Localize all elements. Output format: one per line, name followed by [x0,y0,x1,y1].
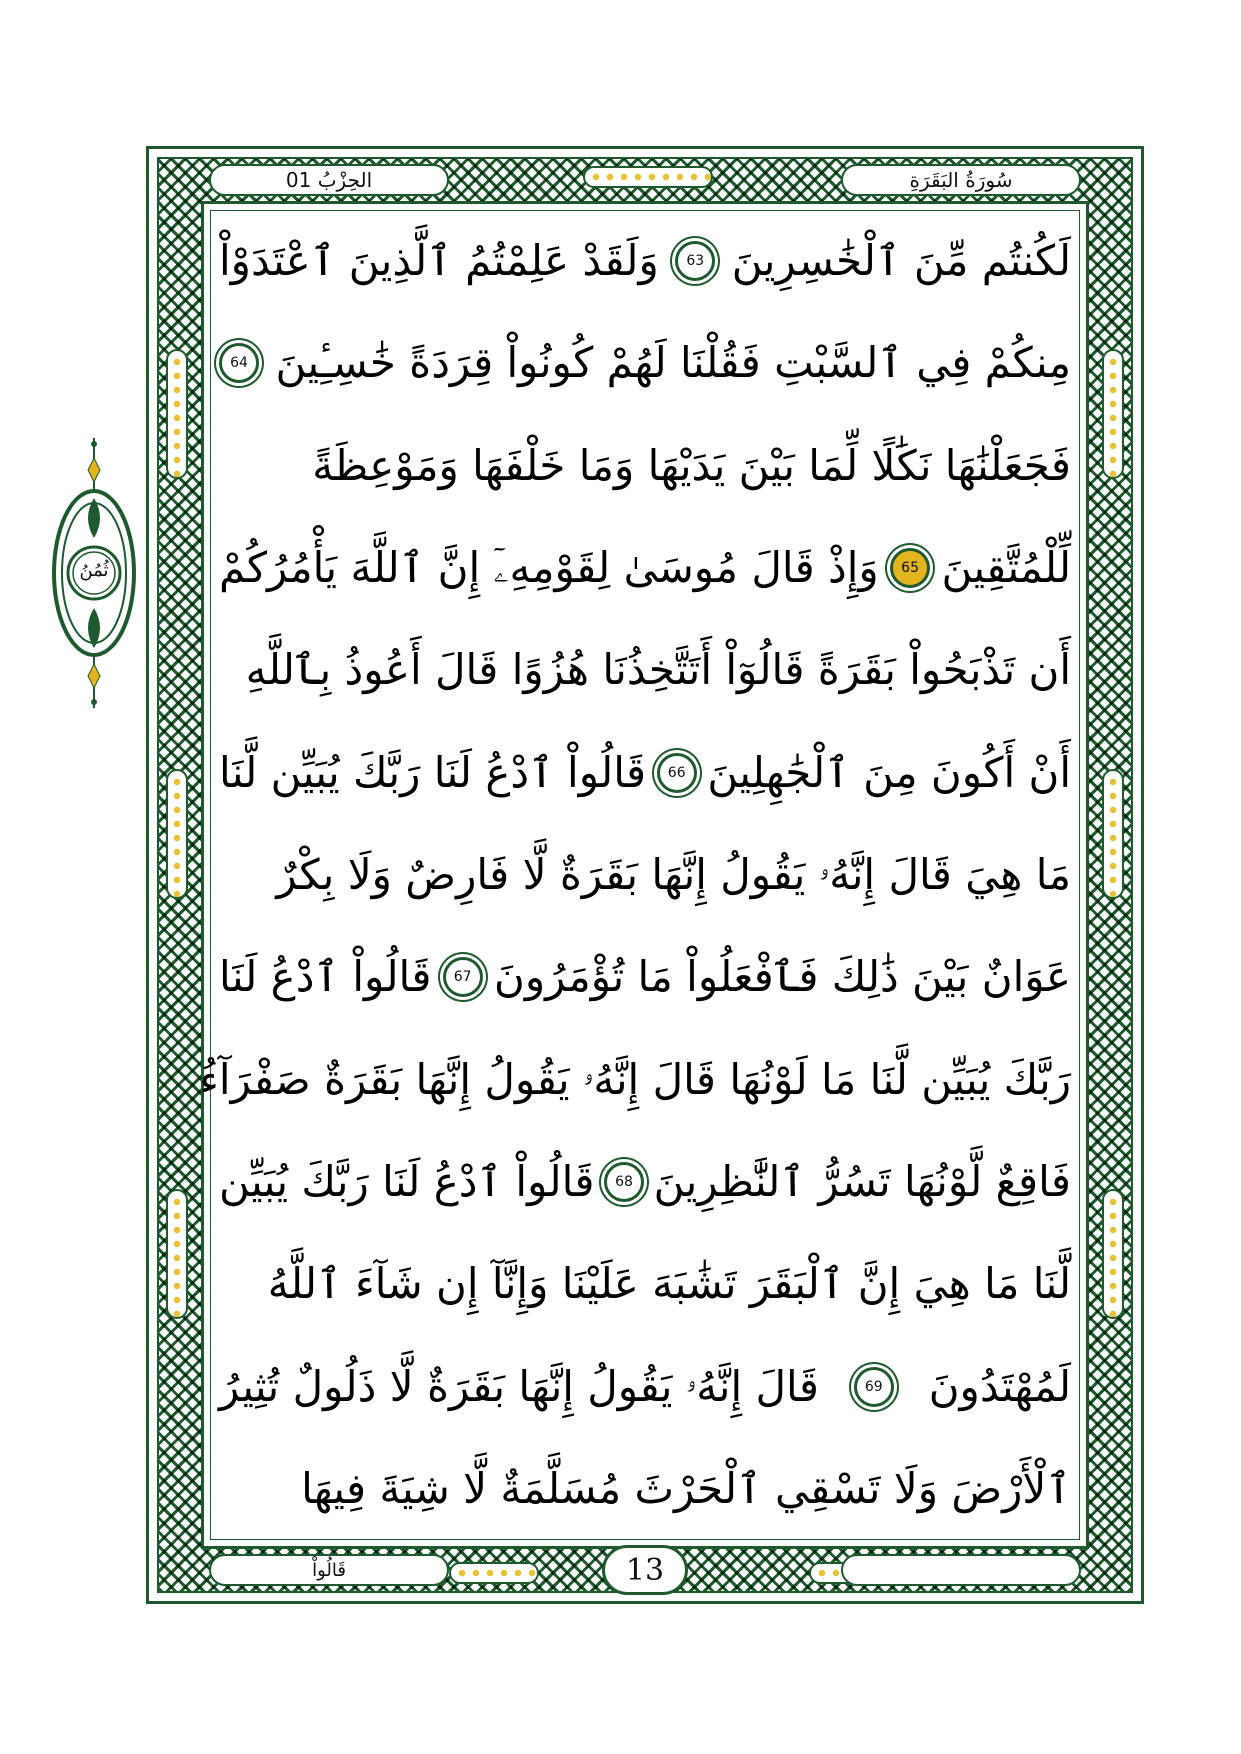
ayah-number-marker: 66 [657,753,697,793]
verse-text: قَالُواْ ٱدْعُ لَنَا رَبَّكَ يُبَيِّن [219,1156,595,1206]
verse-text: وَإِذْ قَالَ مُوسَىٰ لِقَوْمِهِۦٓ إِنَّ ٱللَّهَ يَأْمُرُكُمْ [219,542,879,592]
text-line [219,426,1071,506]
hizb-marker-label: ثُمُنُ [79,560,109,581]
border-cartouche [1102,349,1124,479]
ayah-number-marker: 64 [219,343,259,383]
hizb-marker [48,438,140,708]
text-line [199,1040,1071,1120]
hizb-label [209,164,449,196]
verse-text: أَن تَذْبَحُواْ بَقَرَةً قَالُوٓاْ أَتَتَّخِذُنَا هُزُوًا قَالَ أَعُوذُ بِٱللَّهِ [245,645,1071,695]
hizb-label-text: الحِزْبُ 01 [285,168,373,192]
ayah-number-marker: 65 [890,548,930,588]
verse-text: لِّلْمُتَّقِينَ [941,542,1071,592]
text-line [219,323,1071,403]
border-cartouche [449,1562,539,1584]
footer-ornament [841,1554,1081,1586]
text-line [219,1449,1071,1529]
verse-text: ٱلْأَرْضَ وَلَا تَسْقِي ٱلْحَرْثَ مُسَلَّمَةٌ لَّا شِيَةَ فِيهَا [301,1463,1071,1513]
ayah-number-marker: 63 [675,241,715,281]
ayah-number-marker: 68 [604,1162,644,1202]
verse-text: وَلَقَدْ عَلِمْتُمُ ٱلَّذِينَ ٱعْتَدَوْاْ [219,236,659,285]
page-number [602,1545,688,1595]
verse-text: أَنْ أَكُونَ مِنَ ٱلْجَٰهِلِينَ [707,747,1071,797]
verse-text: قَالُواْ ٱدْعُ لَنَا [219,952,432,1002]
verse-text: قَالَ إِنَّهُۥ يَقُولُ إِنَّهَا بَقَرَةٌ لَّا ذَلُولٌ تُثِيرُ [219,1361,819,1411]
border-cartouche [1102,769,1124,899]
quran-text [199,221,1071,1529]
border-cartouche [166,1189,188,1319]
ayah-number-marker: 69 [854,1367,894,1407]
verse-text: مَا هِيَ قَالَ إِنَّهُۥ يَقُولُ إِنَّهَا بَقَرَةٌ لَّا فَارِضٌ وَلَا بِكْرٌ [276,849,1071,899]
border-cartouche [583,166,713,188]
verse-text: فَجَعَلْنَٰهَا نَكَٰلًا لِّمَا بَيْنَ يَدَيْهَا وَمَا خَلْفَهَا وَمَوْعِظَةً [312,440,1071,490]
verse-text: فَاقِعٌ لَّوْنُهَا تَسُرُّ ٱلنَّٰظِرِينَ [653,1156,1071,1206]
verse-text: لَّنَا مَا هِيَ إِنَّ ٱلْبَقَرَ تَشَٰبَهَ عَلَيْنَا وَإِنَّآ إِن شَآءَ ٱللَّهُ [267,1259,1071,1309]
border-cartouche [1102,1189,1124,1319]
page-frame [146,146,1144,1604]
verse-text: قَالُواْ ٱدْعُ لَنَا رَبَّكَ يُبَيِّن لَّنَا [219,747,647,797]
border-cartouche [166,769,188,899]
text-line [219,1347,1071,1427]
ayah-number-marker: 67 [443,957,483,997]
verse-text: رَبَّكَ يُبَيِّن لَّنَا مَا لَوْنُهَا قَالَ إِنَّهُۥ يَقُولُ إِنَّهَا بَقَرَةٌ صَفْرَآءُ [199,1054,1071,1104]
verse-text: مِنكُمْ فِي ٱلسَّبْتِ فَقُلْنَا لَهُمْ كُونُواْ قِرَدَةً خَٰسِـِٔينَ [275,338,1071,388]
text-line [219,630,1071,710]
page-number-text: 13 [625,1552,665,1588]
text-line [219,733,1071,813]
verse-text: عَوَانٌ بَيْنَ ذَٰلِكَ فَٱفْعَلُواْ مَا تُؤْمَرُونَ [493,952,1071,1002]
verse-text: لَكُنتُم مِّنَ ٱلْخَٰسِرِينَ [731,236,1071,285]
verse-text: لَمُهْتَدُونَ [928,1361,1071,1411]
text-line [219,835,1071,915]
text-line [219,1142,1071,1222]
catchword-text: قَالُواْ [312,1559,346,1581]
catchword-label [209,1554,449,1586]
border-cartouche [166,349,188,479]
text-line [219,221,1071,301]
text-line [219,528,1071,608]
text-line [219,1244,1071,1324]
text-line [219,937,1071,1017]
surah-label-text: سُورَةُ البَقَرَةِ [909,168,1013,192]
surah-label [841,164,1081,196]
